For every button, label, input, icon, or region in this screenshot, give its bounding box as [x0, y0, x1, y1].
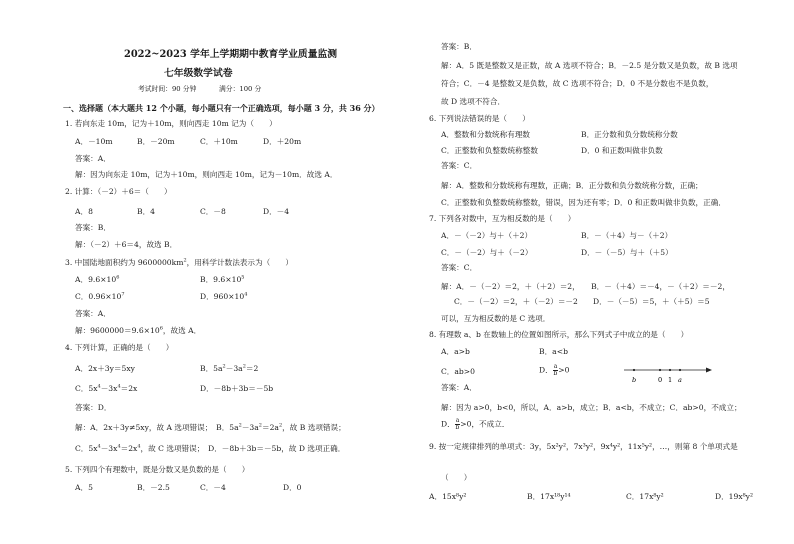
question-4-stem: 4. 下列计算，正确的是（ ） — [65, 343, 174, 352]
question-8-stem: 8. 有理数 a、b 在数轴上的位置如图所示，那么下列式子中成立的是（ ） — [429, 330, 689, 339]
q6-explanation-line2: C．正整数和负整数统称整数，错误，因为还有零；D．0 和正数叫做非负数，正确． — [441, 198, 726, 207]
q2-explanation: 解：（－2）＋6＝4，故选 B． — [75, 240, 178, 249]
q4-option-a: A．2x＋3y＝5xy — [75, 364, 135, 373]
exam-title: 2022~2023 学年上学期期中教育学业质量监测 — [124, 49, 338, 60]
q9-option-d: D．19x⁸y² — [715, 492, 754, 501]
question-9-stem: 9. 按一定规律排列的单项式：3y，5x²y²，7x³y²，9x⁴y²，11x⁵y²，…，则第 8 个单项式是 — [429, 442, 738, 451]
exam-time: 考试时间：90 分钟 — [138, 85, 197, 93]
exam-subtitle: 七年级数学试卷 — [164, 68, 233, 79]
q7-option-b: B．－（＋4）与－（＋2） — [581, 231, 673, 240]
q6-option-c: C．正整数和负整数统称整数 — [441, 146, 538, 155]
q5-explanation-line3: 故 D 选项不符合． — [441, 97, 506, 106]
q8-option-d: D． $\frac{a}{b}$ >0 — [539, 363, 570, 377]
q5-option-b: B．－2.5 — [137, 483, 170, 492]
q7-option-c: C．－（－2）与＋（－2） — [441, 248, 533, 257]
q3-option-d: D．$960\times 10^4$ — [200, 291, 248, 301]
question-5-stem: 5. 下列四个有理数中，既是分数又是负数的是（ ） — [65, 465, 250, 474]
q7-option-d: D．－（－5）与＋（＋5） — [581, 248, 673, 257]
right-page — [397, 0, 794, 544]
q6-answer: 答案：C． — [441, 161, 478, 170]
q4-explanation-line2: C．$5x^4-3x^4=2x^4$，故 C 选项错误； D．－8b＋3b＝－5b，故 D 选项正确． — [75, 443, 346, 453]
q7-explanation-line2: C．－（－2）＝2，＋（－2）＝－2 D．－（－5）＝5，＋（＋5）＝5 — [454, 297, 710, 306]
question-1-stem: 1. 若向东走 10m，记为＋10m，则向西走 10m 记为（ ） — [65, 119, 277, 128]
q7-explanation-line1: 解：A．－（－2）＝2，＋（＋2）＝2， B．－（＋4）＝－4，－（＋2）＝－2， — [441, 282, 730, 291]
q1-explanation: 解：因为向东走 10m，记为＋10m，则向西走 10m，记为－10m．故选 A． — [75, 170, 338, 179]
q5-explanation-line2: 符合；C．－4 是整数又是负数，故 C 选项不符合；D．0 不是分数也不是负数， — [441, 79, 714, 88]
q6-option-b: B．正分数和负分数统称分数 — [581, 130, 678, 139]
q9-blank: （ ） — [441, 473, 472, 482]
q4-option-c: C．$5x^4-3x^4=2x$ — [75, 383, 138, 393]
q8-option-b: B．a<b — [539, 347, 568, 356]
q5-option-d: D．0 — [283, 483, 302, 492]
q4-answer: 答案：D． — [75, 403, 112, 412]
q8-option-a: A．a>b — [441, 347, 470, 356]
axis-point-b — [633, 369, 635, 371]
q6-explanation-line1: 解：A．整数和分数统称有理数，正确；B．正分数和负分数统称分数，正确； — [441, 181, 703, 190]
q7-explanation-line3: 可以，互为相反数的是 C 选项． — [441, 314, 551, 323]
q1-answer: 答案：A． — [75, 154, 111, 163]
q5-explanation-line1: 解：A．5 既是整数又是正数，故 A 选项不符合；B．－2.5 是分数又是负数，故 B 选项 — [441, 61, 738, 70]
q8-option-c: C．ab>0 — [441, 367, 475, 376]
q7-option-a: A．－（－2）与＋（＋2） — [441, 231, 533, 240]
q4-explanation-line1: 解：A．2x＋3y≠5xy，故 A 选项错误； B．$5a^2-3a^2=2a^2$，故 B 选项错误； — [75, 422, 346, 432]
q1-option-b: B．－20m — [137, 137, 175, 146]
q6-option-d: D．0 和正数叫做非负数 — [581, 146, 663, 155]
q8-explanation-line1: 解：因为 a>0，b<0，所以，A．a>b，成立；B．a<b，不成立；C．ab>0，不成立； — [441, 403, 742, 412]
question-2-stem: 2. 计算：（－2）＋6＝（ ） — [65, 187, 172, 196]
question-3-stem: 3. 中国陆地面积约为 $9600000km^2$，用科学计数法表示为（ ） — [65, 257, 293, 267]
section-heading: 一、选择题（本大题共 12 个小题，每小题只有一个正确选项，每小题 3 分，共 36 分） — [63, 103, 380, 113]
q9-option-b: B．17x¹⁸y¹⁴ — [527, 492, 571, 501]
q9-option-a: A．15x⁸y² — [429, 492, 467, 501]
q8-answer: 答案：A． — [441, 383, 477, 392]
q8-explanation-line2: D． $\frac{a}{b}$ >0，不成立． — [441, 417, 510, 431]
q1-option-a: A．－10m — [75, 137, 113, 146]
q3-explanation: 解：$9600000=9.6\times 10^6$，故选 A． — [75, 325, 202, 335]
q3-option-c: C．$0.96\times 10^7$ — [75, 291, 125, 301]
axis-point-a — [679, 369, 681, 371]
question-6-stem: 6. 下列说法错误的是（ ） — [429, 114, 530, 123]
number-line — [622, 362, 714, 386]
q4-option-b: B．$5a^2-3a^2=2$ — [200, 363, 259, 373]
q2-option-a: A．8 — [75, 207, 93, 216]
axis-label-0: 0 — [658, 376, 663, 384]
q2-option-c: C．－8 — [200, 207, 226, 216]
q1-option-d: D．＋20m — [263, 137, 302, 146]
q2-option-d: D．－4 — [263, 207, 290, 216]
q3-answer: 答案：A． — [75, 309, 111, 318]
axis-point-0 — [659, 369, 661, 371]
axis-label-b: b — [632, 376, 637, 384]
q2-answer: 答案：B． — [75, 223, 111, 232]
q6-option-a: A．整数和分数统称有理数 — [441, 130, 531, 139]
axis-point-1 — [669, 369, 671, 371]
axis-label-1: 1 — [668, 376, 673, 384]
question-7-stem: 7. 下列各对数中，互为相反数的是（ ） — [429, 214, 576, 223]
q4-option-d: D．－8b＋3b＝－5b — [200, 384, 274, 393]
q5-option-c: C．－4 — [200, 483, 226, 492]
axis-label-a: a — [678, 376, 682, 384]
q3-option-b: B．$9.6\times 10^5$ — [200, 274, 245, 284]
q5-option-a: A．5 — [75, 483, 93, 492]
exam-score: 满分：100 分 — [219, 85, 262, 93]
q1-option-c: C．＋10m — [200, 137, 238, 146]
q2-option-b: B．4 — [137, 207, 156, 216]
q9-option-c: C．17x⁸y² — [626, 492, 664, 501]
q7-answer: 答案：C． — [441, 263, 478, 272]
q3-option-a: A．$9.6\times 10^6$ — [75, 274, 120, 284]
q5-answer: 答案：B． — [441, 42, 477, 51]
